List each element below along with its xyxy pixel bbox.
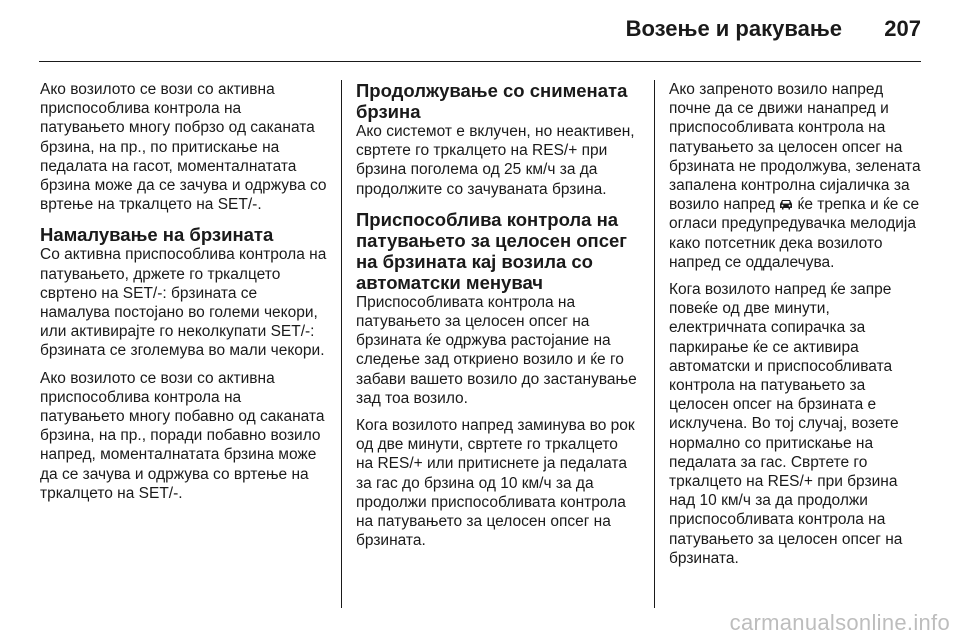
section-heading-full-range-acc: Приспособлива контрола на патувањето за целосен опсег на брзината кај возила со автоматски менувач (356, 208, 628, 293)
paragraph: Кога возилото напред ќе запре повеќе од две минути, електричната сопирачка за паркирање ќе се активира автоматски и приспособливата контрола на патувањето за целосен опсег на брзината е исклучена. Во тој случај, возете нормално со притискање на педалата за гас. Свртете го тркалцето на RES/+ при брзина над 10 км/ч за да продолжи приспособливата контрола на патувањето за целосен опсег на брзината. (669, 281, 903, 567)
column-divider (341, 80, 342, 608)
paragraph: Со активна приспособлива контрола на патувањето, држете го тркалцето свртено на SET/-: брзината се намалува постојано во големи чекори, или активирајте го неколкупати SET/-: брзината се зголемува во мали чекори. (40, 246, 327, 360)
car-ahead-icon (779, 196, 793, 207)
page-header (0, 0, 960, 62)
paragraph: Ако возилото се вози со активна приспособлива контрола на патувањето многу побрзо од саканата брзина, на пр., по притискање на педалата на гасот, моменталнатата брзина може да се зачува и одржува со вртење на тркалцето на SET/-. (40, 81, 327, 214)
paragraph: Ако системот е вклучен, но неактивен, свртете го тркалцето на RES/+ при брзина поголема од 25 км/ч за да продолжите со зачуваната брзина. (356, 123, 635, 198)
paragraph: Приспособливата контрола на патувањето за целосен опсег на брзината ќе одржува растојание на следење зад откриено возило и ќе го забави вашето возило до застанување зад тоа возило. (356, 293, 637, 407)
text-span: ќе трепка и ќе се огласи предупредувачка мелодија како потсетник дека возилото напред се оддалечува. (669, 196, 920, 271)
column-middle (356, 80, 638, 558)
section-heading-decrease-speed: Намалување на брзината (40, 224, 274, 246)
section-heading-resume-speed: Продолжување со снимената брзина (356, 80, 628, 122)
column-divider (654, 80, 655, 608)
page-number: 207 (884, 16, 921, 41)
paragraph: Кога возилото напред заминува во рок од две минути, свртете го тркалцето на RES/+ или притиснете ја педалата за гас до брзина од 10 км/ч за да продолжи приспособливата контрола на патувањето за целосен опсег на брзината. (356, 417, 635, 550)
chapter-title: Возење и ракување (625, 16, 842, 41)
paragraph (669, 80, 921, 272)
column-left (40, 80, 330, 511)
header-divider (39, 61, 921, 62)
watermark: carmanualsonline.info (729, 610, 950, 635)
column-right (669, 80, 921, 576)
paragraph: Ако возилото се вози со активна приспособлива контрола на патувањето многу побавно од саканата брзина, на пр., поради побавно возило напред, моменталнатата брзина може да се зачува и одржува со вртење на тркалцето на SET/-. (40, 369, 325, 502)
text-span: Ако запреното возило напред почне да се движи нанапред и приспособливата контрола на патувањето за целосен опсег на брзината не продолжува, зелената запалена контролна сијаличка за возило напред (669, 81, 921, 214)
